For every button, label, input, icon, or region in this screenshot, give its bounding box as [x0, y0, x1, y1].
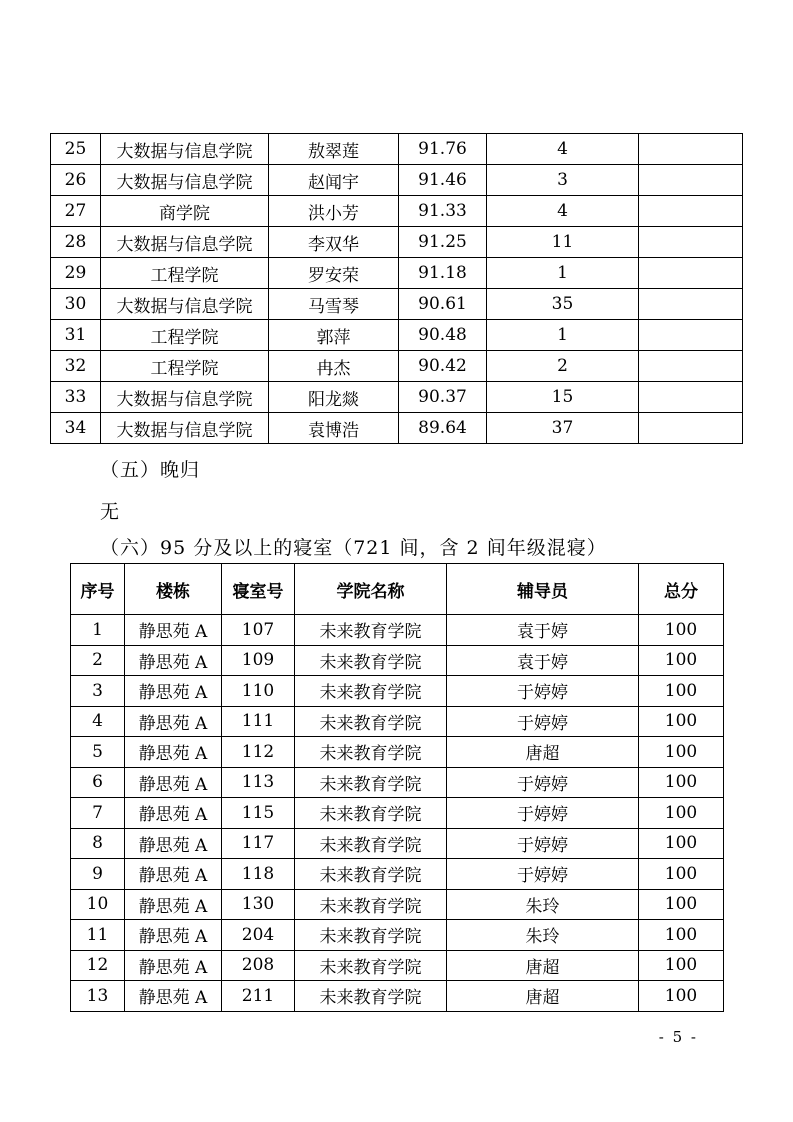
cell-college: 大数据与信息学院: [101, 289, 269, 320]
cell-counselor: 唐超: [447, 981, 639, 1012]
cell-score: 91.76: [399, 134, 487, 165]
cell-counselor: 袁于婷: [447, 615, 639, 646]
cell-room: 113: [222, 767, 295, 798]
cell-name: 郭萍: [269, 320, 399, 351]
cell-score: 90.48: [399, 320, 487, 351]
cell-count: 11: [487, 227, 639, 258]
cell-building: 静思苑 A: [125, 706, 222, 737]
cell-extra: [639, 227, 743, 258]
table-row: [51, 196, 743, 227]
cell-college: 未来教育学院: [295, 737, 447, 768]
cell-count: 4: [487, 196, 639, 227]
student-score-table: [50, 133, 743, 444]
cell-college: 未来教育学院: [295, 981, 447, 1012]
cell-name: 阳龙燚: [269, 382, 399, 413]
cell-no: 2: [71, 645, 125, 676]
cell-room: 118: [222, 859, 295, 890]
cell-college: 未来教育学院: [295, 798, 447, 829]
cell-room: 130: [222, 889, 295, 920]
cell-score: 91.25: [399, 227, 487, 258]
cell-no: 5: [71, 737, 125, 768]
cell-score: 90.61: [399, 289, 487, 320]
cell-total: 100: [639, 828, 724, 859]
cell-score: 91.33: [399, 196, 487, 227]
cell-extra: [639, 134, 743, 165]
cell-college: 未来教育学院: [295, 889, 447, 920]
table-row: [71, 981, 724, 1012]
cell-no: 30: [51, 289, 101, 320]
cell-extra: [639, 382, 743, 413]
table-row: [71, 950, 724, 981]
cell-college: 工程学院: [101, 258, 269, 289]
cell-counselor: 朱玲: [447, 889, 639, 920]
cell-counselor: 于婷婷: [447, 828, 639, 859]
cell-total: 100: [639, 950, 724, 981]
cell-building: 静思苑 A: [125, 615, 222, 646]
table-row: [51, 351, 743, 382]
cell-room: 208: [222, 950, 295, 981]
cell-college: 商学院: [101, 196, 269, 227]
cell-college: 工程学院: [101, 320, 269, 351]
cell-no: 6: [71, 767, 125, 798]
section-content-none: 无: [100, 501, 121, 523]
cell-count: 35: [487, 289, 639, 320]
cell-room: 115: [222, 798, 295, 829]
cell-total: 100: [639, 767, 724, 798]
cell-no: 25: [51, 134, 101, 165]
header-building: 楼栋: [125, 564, 222, 615]
table-row: [71, 676, 724, 707]
cell-score: 89.64: [399, 413, 487, 444]
cell-score: 90.37: [399, 382, 487, 413]
table-row: [71, 859, 724, 890]
table-row: [71, 920, 724, 951]
table-row: [71, 737, 724, 768]
cell-building: 静思苑 A: [125, 889, 222, 920]
cell-counselor: 于婷婷: [447, 706, 639, 737]
cell-college: 大数据与信息学院: [101, 165, 269, 196]
table-row: [71, 706, 724, 737]
cell-room: 211: [222, 981, 295, 1012]
cell-extra: [639, 258, 743, 289]
cell-total: 100: [639, 981, 724, 1012]
cell-extra: [639, 289, 743, 320]
table-row: [51, 258, 743, 289]
section-heading-late-return: （五）晚归: [100, 459, 201, 481]
cell-building: 静思苑 A: [125, 920, 222, 951]
dorm-score-table-body: [71, 615, 724, 1012]
cell-count: 15: [487, 382, 639, 413]
cell-room: 117: [222, 828, 295, 859]
cell-counselor: 于婷婷: [447, 767, 639, 798]
table-row: [71, 615, 724, 646]
cell-college: 未来教育学院: [295, 645, 447, 676]
cell-counselor: 于婷婷: [447, 798, 639, 829]
cell-total: 100: [639, 706, 724, 737]
cell-no: 33: [51, 382, 101, 413]
cell-name: 洪小芳: [269, 196, 399, 227]
cell-college: 大数据与信息学院: [101, 134, 269, 165]
cell-no: 26: [51, 165, 101, 196]
cell-room: 111: [222, 706, 295, 737]
cell-count: 1: [487, 320, 639, 351]
table-row: [51, 227, 743, 258]
table-row: [71, 645, 724, 676]
cell-no: 29: [51, 258, 101, 289]
cell-name: 马雪琴: [269, 289, 399, 320]
cell-college: 未来教育学院: [295, 859, 447, 890]
cell-counselor: 袁于婷: [447, 645, 639, 676]
cell-extra: [639, 413, 743, 444]
cell-name: 李双华: [269, 227, 399, 258]
cell-building: 静思苑 A: [125, 676, 222, 707]
cell-count: 2: [487, 351, 639, 382]
table-row: [71, 828, 724, 859]
cell-building: 静思苑 A: [125, 950, 222, 981]
table-row: [71, 798, 724, 829]
cell-score: 91.46: [399, 165, 487, 196]
cell-extra: [639, 196, 743, 227]
table-row: [51, 165, 743, 196]
cell-no: 8: [71, 828, 125, 859]
cell-no: 32: [51, 351, 101, 382]
dorm-score-table: [70, 563, 724, 1012]
cell-building: 静思苑 A: [125, 981, 222, 1012]
table-row: [71, 767, 724, 798]
cell-college: 未来教育学院: [295, 706, 447, 737]
header-room: 寝室号: [222, 564, 295, 615]
cell-building: 静思苑 A: [125, 859, 222, 890]
table-row: [51, 382, 743, 413]
cell-college: 未来教育学院: [295, 767, 447, 798]
header-total: 总分: [639, 564, 724, 615]
cell-counselor: 唐超: [447, 737, 639, 768]
cell-room: 107: [222, 615, 295, 646]
cell-no: 7: [71, 798, 125, 829]
cell-count: 3: [487, 165, 639, 196]
section-heading-dorms-95-plus: （六）95 分及以上的寝室（721 间，含 2 间年级混寝）: [100, 537, 607, 559]
cell-college: 大数据与信息学院: [101, 413, 269, 444]
cell-no: 10: [71, 889, 125, 920]
cell-room: 109: [222, 645, 295, 676]
cell-room: 204: [222, 920, 295, 951]
cell-college: 工程学院: [101, 351, 269, 382]
cell-college: 大数据与信息学院: [101, 227, 269, 258]
cell-college: 未来教育学院: [295, 920, 447, 951]
cell-count: 37: [487, 413, 639, 444]
table-row: [51, 134, 743, 165]
cell-name: 冉杰: [269, 351, 399, 382]
cell-building: 静思苑 A: [125, 798, 222, 829]
header-counselor: 辅导员: [447, 564, 639, 615]
cell-counselor: 朱玲: [447, 920, 639, 951]
cell-college: 未来教育学院: [295, 950, 447, 981]
cell-no: 34: [51, 413, 101, 444]
cell-no: 12: [71, 950, 125, 981]
header-college: 学院名称: [295, 564, 447, 615]
cell-total: 100: [639, 798, 724, 829]
cell-college: 未来教育学院: [295, 828, 447, 859]
cell-total: 100: [639, 676, 724, 707]
cell-total: 100: [639, 615, 724, 646]
cell-total: 100: [639, 859, 724, 890]
cell-room: 112: [222, 737, 295, 768]
dorm-table-header-row: [71, 564, 724, 615]
cell-extra: [639, 351, 743, 382]
cell-total: 100: [639, 920, 724, 951]
cell-name: 袁博浩: [269, 413, 399, 444]
table-row: [71, 889, 724, 920]
cell-total: 100: [639, 737, 724, 768]
cell-total: 100: [639, 889, 724, 920]
cell-counselor: 于婷婷: [447, 859, 639, 890]
table-row: [51, 320, 743, 351]
cell-no: 11: [71, 920, 125, 951]
cell-no: 1: [71, 615, 125, 646]
cell-building: 静思苑 A: [125, 828, 222, 859]
cell-no: 4: [71, 706, 125, 737]
cell-name: 敖翠莲: [269, 134, 399, 165]
cell-no: 28: [51, 227, 101, 258]
cell-score: 90.42: [399, 351, 487, 382]
cell-name: 罗安荣: [269, 258, 399, 289]
cell-counselor: 于婷婷: [447, 676, 639, 707]
cell-no: 13: [71, 981, 125, 1012]
cell-count: 1: [487, 258, 639, 289]
cell-no: 27: [51, 196, 101, 227]
cell-name: 赵闻宇: [269, 165, 399, 196]
table-row: [51, 413, 743, 444]
cell-total: 100: [639, 645, 724, 676]
cell-college: 未来教育学院: [295, 615, 447, 646]
student-score-table-body: [51, 134, 743, 444]
cell-college: 大数据与信息学院: [101, 382, 269, 413]
cell-extra: [639, 165, 743, 196]
cell-score: 91.18: [399, 258, 487, 289]
cell-count: 4: [487, 134, 639, 165]
cell-building: 静思苑 A: [125, 767, 222, 798]
cell-no: 3: [71, 676, 125, 707]
cell-counselor: 唐超: [447, 950, 639, 981]
cell-room: 110: [222, 676, 295, 707]
cell-extra: [639, 320, 743, 351]
page-number: - 5 -: [658, 1028, 698, 1046]
cell-college: 未来教育学院: [295, 676, 447, 707]
header-no: 序号: [71, 564, 125, 615]
cell-no: 31: [51, 320, 101, 351]
table-row: [51, 289, 743, 320]
cell-building: 静思苑 A: [125, 737, 222, 768]
cell-no: 9: [71, 859, 125, 890]
cell-building: 静思苑 A: [125, 645, 222, 676]
